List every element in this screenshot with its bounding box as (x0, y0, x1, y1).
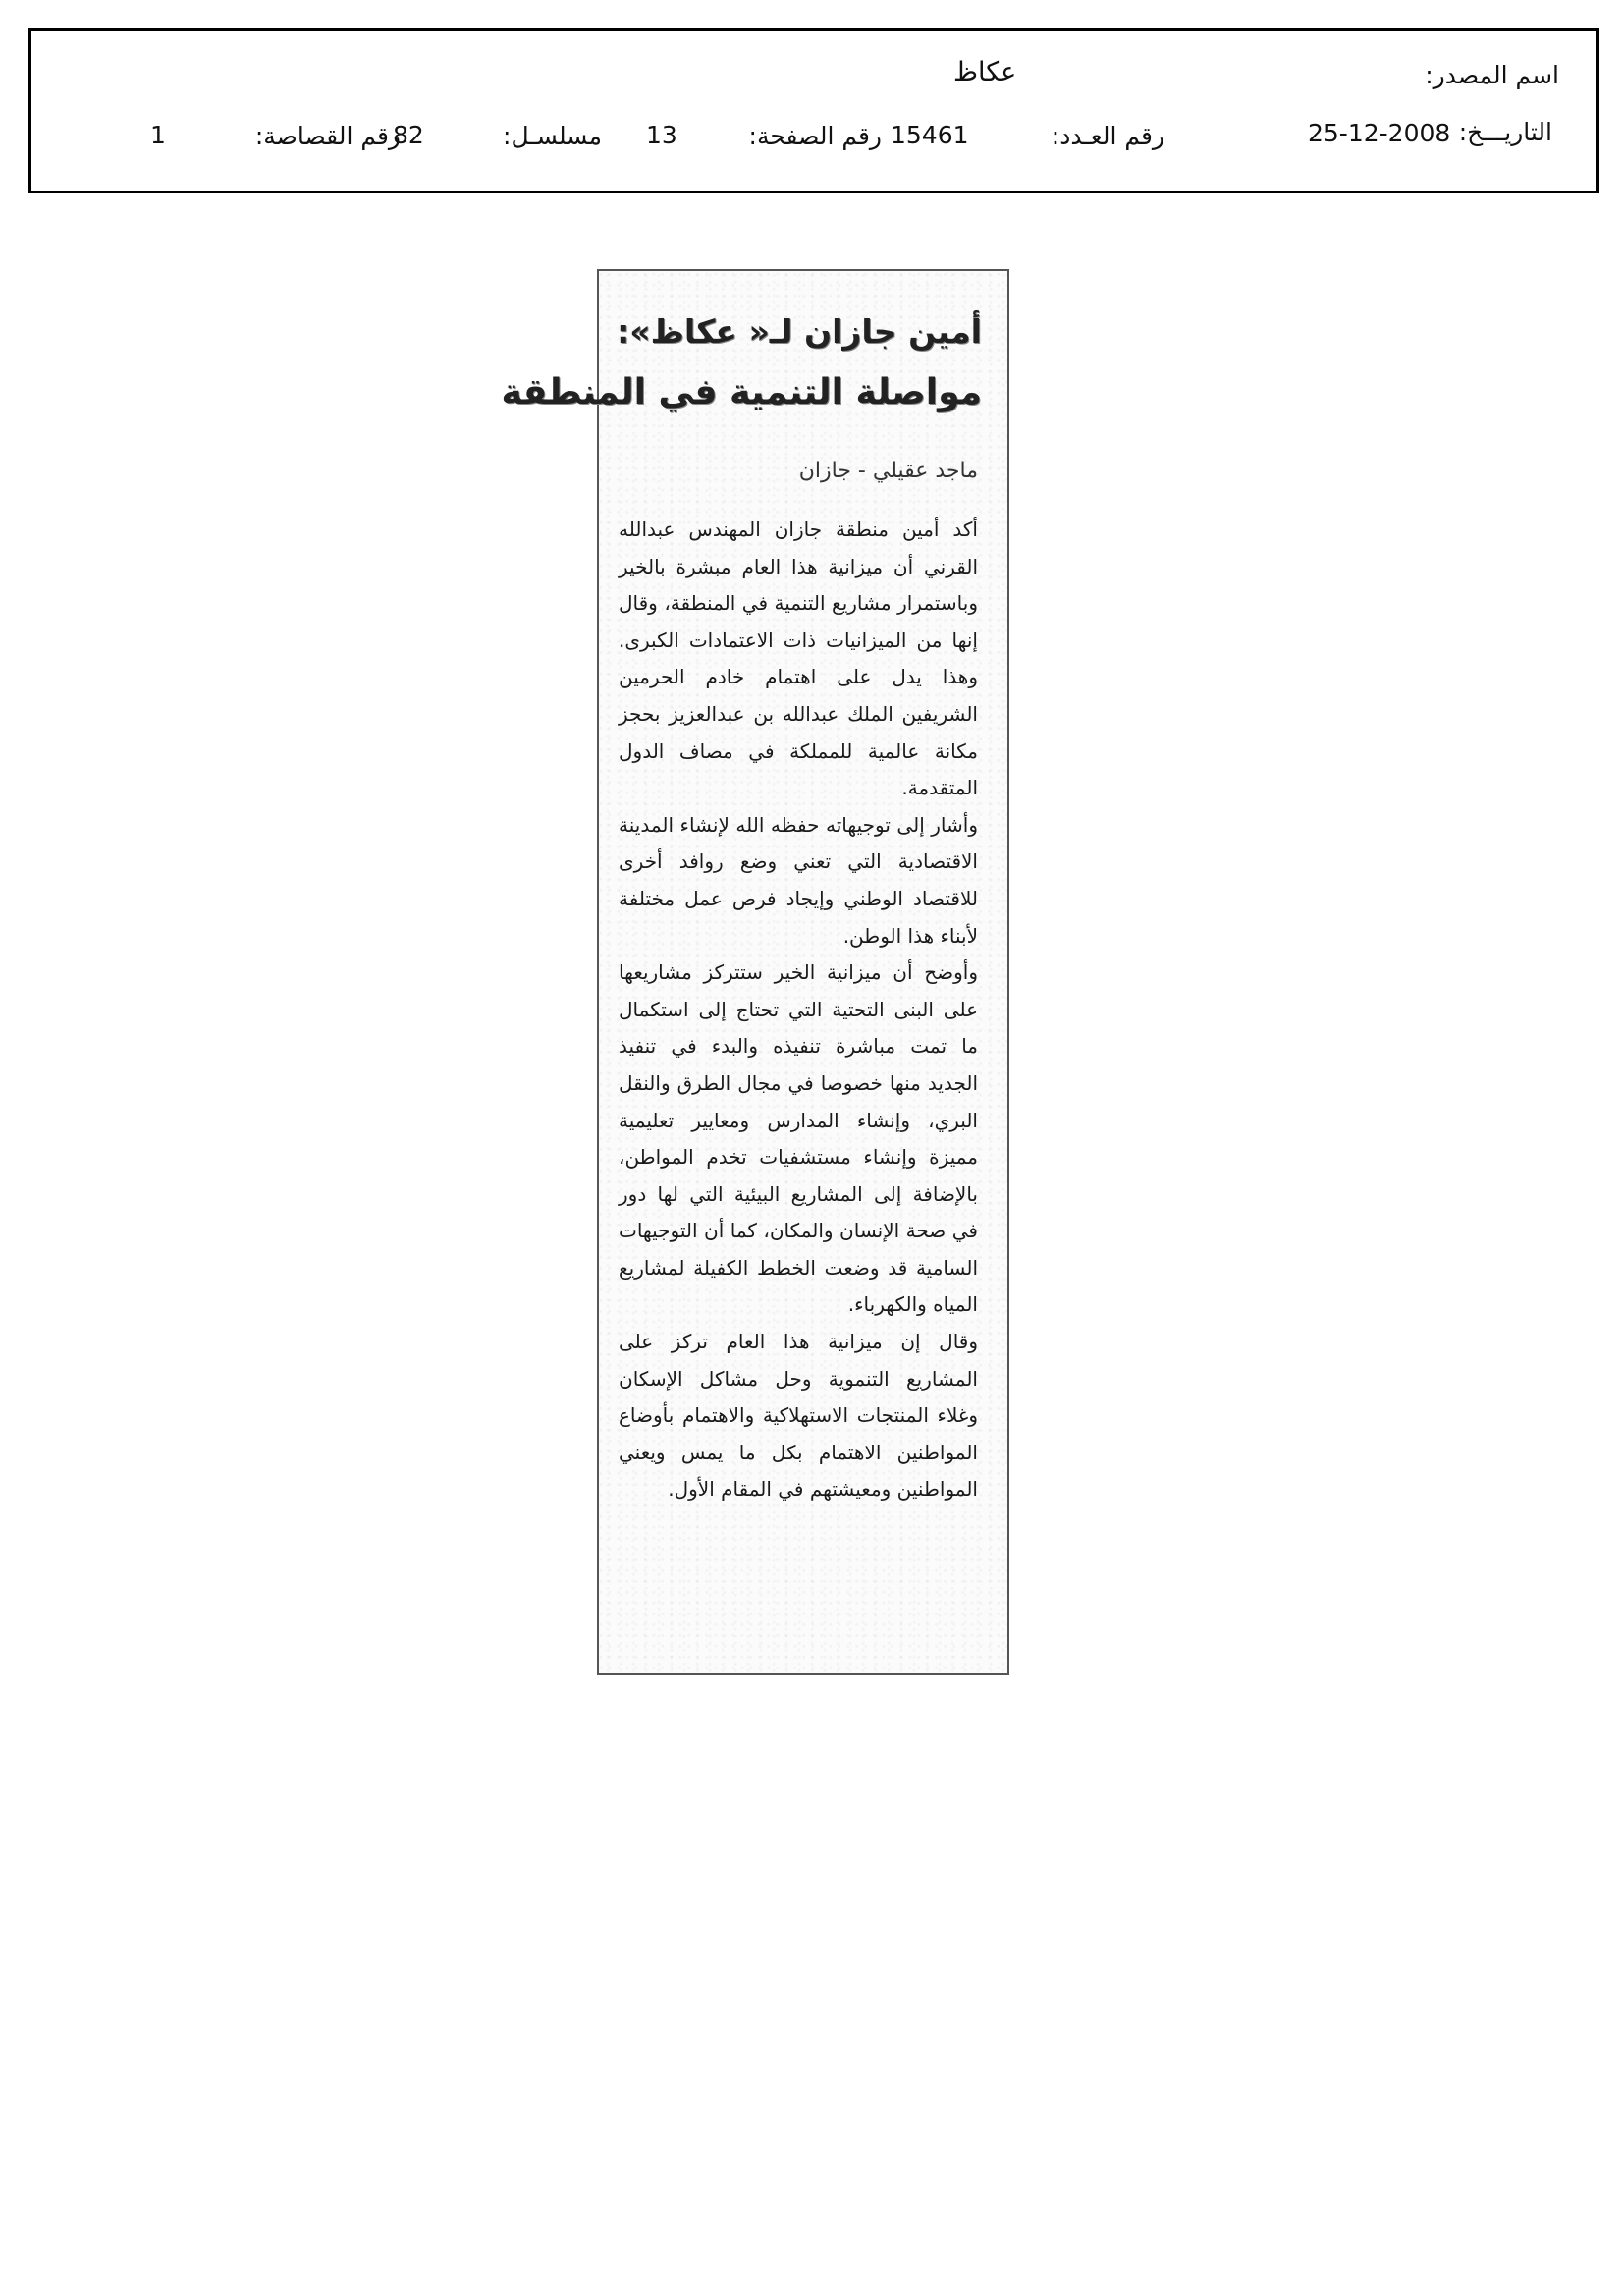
page-label: رقم الصفحة: (748, 122, 882, 150)
clip-value: 1 (150, 121, 166, 149)
issue-label: رقم العـدد: (1051, 122, 1164, 150)
clip-label: رقم القصاصة: (254, 122, 401, 150)
article-body (619, 512, 978, 1508)
byline: ماجد عقيلي - جازان (798, 459, 978, 483)
article-paragraph: أكد أمين منطقة جازان المهندس عبدالله القرني أن ميزانية هذا العام مبشرة بالخير وباستمرار مشاريع التنمية في المنطقة، وقال إنها من الميزانيات ذات الاعتمادات الكبرى. وهذا يدل على اهتمام خادم الحرمين الشريفين الملك عبدالله بن عبدالعزيز بحجز مكانة عالمية للمملكة في مصاف الدول المتقدمة. (619, 518, 978, 800)
source-value: عكاظ (953, 57, 1017, 87)
serial-value: 82 (393, 121, 424, 149)
issue-value: 15461 (891, 121, 969, 149)
newspaper-clipping (501, 269, 1009, 1675)
article-paragraph: وأشار إلى توجيهاته حفظه الله لإنشاء المدينة الاقتصادية التي تعني وضع روافد أخرى للاقتصاد الوطني وإيجاد فرص عمل مختلفة لأبناء هذا الوطن. (619, 812, 978, 948)
headline-line-1: أمين جازان لـ« عكاظ»: (617, 312, 982, 351)
article-paragraph: وقال إن ميزانية هذا العام تركز على المشاريع التنموية وحل مشاكل الإسكان وغلاء المنتجات الاستهلاكية والاهتمام بأوضاع المواطنين الاهتمام بكل ما يمس ويعني المواطنين ومعيشتهم في المقام الأول. (619, 1330, 978, 1502)
serial-label: مسلسـل: (503, 122, 602, 150)
article-paragraph: وأوضح أن ميزانية الخير ستتركز مشاريعها على البنى التحتية التي تحتاج إلى استكمال ما تمت مباشرة تنفيذه والبدء في تنفيذ الجديد منها خصوصا في مجال الطرق والنقل البري، وإنشاء المدارس ومعايير تعليمية مميزة وإنشاء مستشفيات تخدم المواطن، بالإضافة إلى المشاريع البيئية التي لها دور في صحة الإنسان والمكان، كما أن التوجيهات السامية قد وضعت الخطط الكفيلة لمشاريع المياه والكهرباء. (619, 960, 978, 1317)
source-label: اسم المصدر: (1425, 61, 1559, 89)
page-value: 13 (646, 121, 677, 149)
date-value: 25-12-2008 (1308, 119, 1451, 147)
date-label: التاريـــخ: (1458, 118, 1552, 146)
headline-line-2: مواصلة التنمية في المنطقة (501, 372, 982, 412)
metadata-header-box (28, 28, 1599, 193)
